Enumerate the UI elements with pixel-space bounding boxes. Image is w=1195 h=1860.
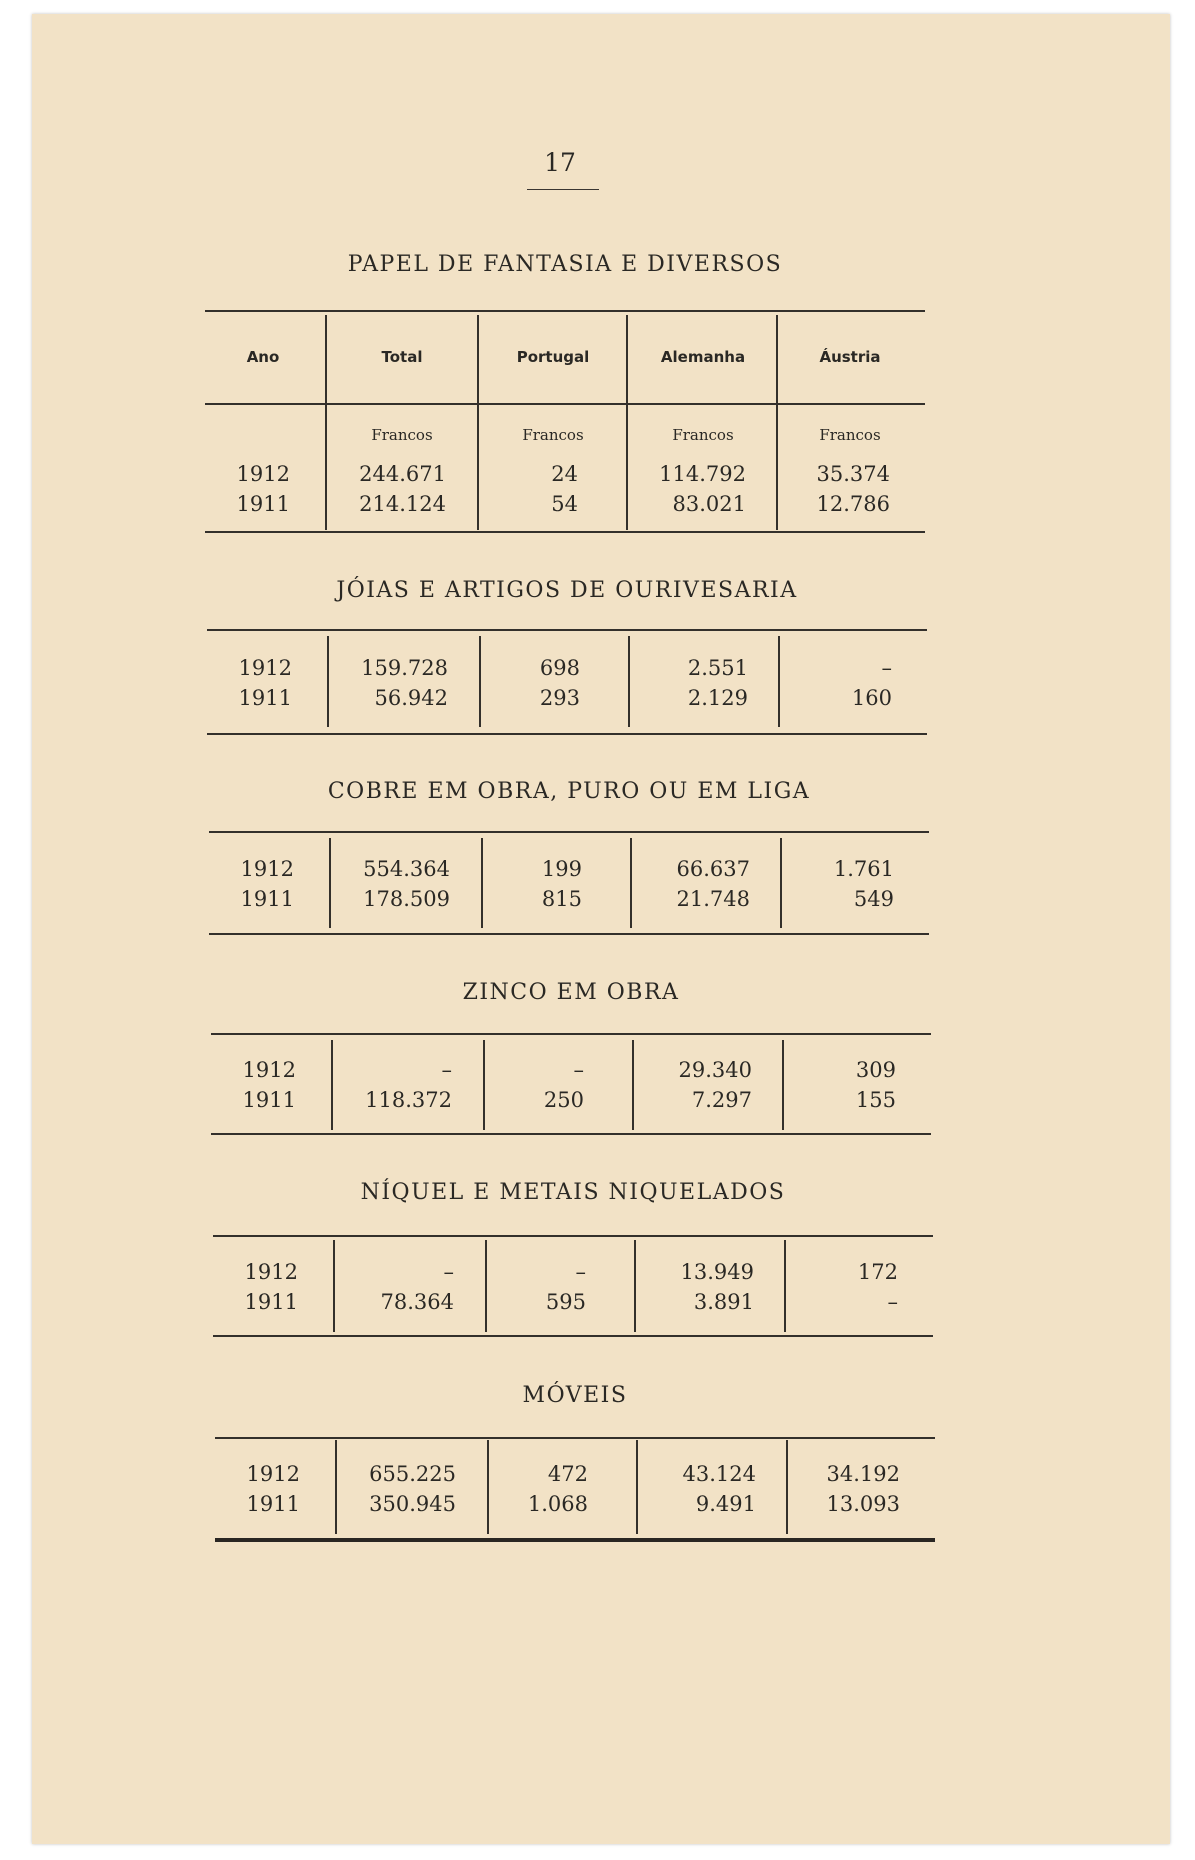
- column-header: Total: [381, 348, 423, 366]
- column-rule: [331, 1040, 333, 1130]
- value-cell: 214.124: [359, 492, 446, 516]
- column-rule: [481, 838, 483, 928]
- column-rule: [780, 838, 782, 928]
- section-title: NÍQUEL E METAIS NIQUELADOS: [360, 1180, 786, 1205]
- column-rule: [636, 1440, 638, 1534]
- value-cell: 244.671: [359, 462, 446, 486]
- column-rule: [786, 1440, 788, 1534]
- value-cell: 250: [543, 1088, 584, 1112]
- value-cell: 9.491: [695, 1492, 756, 1516]
- value-cell: 35.374: [816, 462, 890, 486]
- column-rule: [329, 838, 331, 928]
- unit-label: Francos: [819, 426, 881, 444]
- value-cell: –: [443, 1260, 454, 1284]
- column-rule: [634, 1240, 636, 1332]
- value-cell: 199: [541, 857, 582, 881]
- year-cell: 1911: [242, 1088, 296, 1112]
- value-cell: 155: [855, 1088, 896, 1112]
- column-rule: [782, 1040, 784, 1130]
- value-cell: –: [575, 1260, 586, 1284]
- value-cell: 595: [545, 1290, 586, 1314]
- column-rule: [485, 1240, 487, 1332]
- section-top-rule: [207, 629, 927, 631]
- value-cell: 2.551: [687, 656, 748, 680]
- section-top-rule: [215, 1437, 935, 1439]
- section-title: JÓIAS E ARTIGOS DE OURIVESARIA: [336, 578, 798, 603]
- year-cell: 1911: [244, 1290, 298, 1314]
- column-rule: [327, 636, 329, 727]
- value-cell: 13.949: [680, 1260, 754, 1284]
- value-cell: 1.761: [833, 857, 894, 881]
- section-bottom-rule: [211, 1133, 931, 1135]
- year-cell: 1912: [242, 1058, 296, 1082]
- value-cell: 2.129: [687, 686, 748, 710]
- value-cell: 178.509: [363, 887, 450, 911]
- value-cell: 554.364: [363, 857, 450, 881]
- column-rule: [333, 1240, 335, 1332]
- column-header: Ano: [246, 348, 280, 366]
- value-cell: 83.021: [672, 492, 746, 516]
- value-cell: 350.945: [369, 1492, 456, 1516]
- section-bottom-rule: [207, 733, 927, 735]
- unit-label: Francos: [522, 426, 584, 444]
- value-cell: 43.124: [682, 1462, 756, 1486]
- header-rule: [205, 403, 925, 405]
- value-cell: 472: [547, 1462, 588, 1486]
- section-bottom-rule: [213, 1335, 933, 1337]
- value-cell: 54: [551, 492, 578, 516]
- value-cell: 1.068: [527, 1492, 588, 1516]
- value-cell: –: [441, 1058, 452, 1082]
- value-cell: 29.340: [678, 1058, 752, 1082]
- section-title: COBRE EM OBRA, PURO OU EM LIGA: [327, 779, 811, 804]
- section-top-rule: [213, 1235, 933, 1237]
- section-bottom-rule: [209, 933, 929, 935]
- column-header: Áustria: [819, 348, 881, 366]
- year-cell: 1912: [240, 857, 294, 881]
- column-rule: [778, 636, 780, 727]
- year-cell: 1912: [238, 656, 292, 680]
- value-cell: 3.891: [693, 1290, 754, 1314]
- column-rule: [483, 1040, 485, 1130]
- column-header: Portugal: [516, 348, 590, 366]
- value-cell: 12.786: [816, 492, 890, 516]
- column-rule: [784, 1240, 786, 1332]
- value-cell: 293: [539, 686, 580, 710]
- value-cell: 160: [851, 686, 892, 710]
- unit-label: Francos: [371, 426, 433, 444]
- value-cell: 34.192: [826, 1462, 900, 1486]
- year-cell: 1911: [238, 686, 292, 710]
- value-cell: 56.942: [374, 686, 448, 710]
- year-cell: 1911: [240, 887, 294, 911]
- value-cell: 159.728: [361, 656, 448, 680]
- section-title: ZINCO EM OBRA: [462, 980, 680, 1005]
- column-rule: [632, 1040, 634, 1130]
- year-cell: 1912: [246, 1462, 300, 1486]
- section-title: PAPEL DE FANTASIA E DIVERSOS: [347, 252, 783, 277]
- value-cell: 172: [857, 1260, 898, 1284]
- section-bottom-rule: [215, 1538, 935, 1542]
- value-cell: 815: [541, 887, 582, 911]
- value-cell: 13.093: [826, 1492, 900, 1516]
- unit-label: Francos: [672, 426, 734, 444]
- column-rule: [479, 636, 481, 727]
- value-cell: 7.297: [691, 1088, 752, 1112]
- value-cell: –: [887, 1290, 898, 1314]
- section-title: MÓVEIS: [522, 1383, 628, 1408]
- value-cell: 66.637: [676, 857, 750, 881]
- value-cell: 655.225: [369, 1462, 456, 1486]
- column-rule: [487, 1440, 489, 1534]
- value-cell: 118.372: [365, 1088, 452, 1112]
- value-cell: 21.748: [676, 887, 750, 911]
- value-cell: 309: [855, 1058, 896, 1082]
- column-rule: [335, 1440, 337, 1534]
- section-top-rule: [205, 310, 925, 312]
- value-cell: –: [881, 656, 892, 680]
- year-cell: 1912: [244, 1260, 298, 1284]
- column-header: Alemanha: [660, 348, 746, 366]
- value-cell: 114.792: [659, 462, 746, 486]
- year-cell: 1911: [236, 492, 290, 516]
- section-top-rule: [211, 1033, 931, 1035]
- page-number-rule: [527, 189, 599, 190]
- value-cell: 24: [551, 462, 578, 486]
- value-cell: 549: [853, 887, 894, 911]
- column-rule: [630, 838, 632, 928]
- year-cell: 1911: [246, 1492, 300, 1516]
- section-bottom-rule: [205, 531, 925, 533]
- value-cell: 698: [539, 656, 580, 680]
- section-top-rule: [209, 831, 929, 833]
- year-cell: 1912: [236, 462, 290, 486]
- value-cell: 78.364: [380, 1290, 454, 1314]
- column-rule: [628, 636, 630, 727]
- document-page: [32, 14, 1170, 1844]
- page-number: 17: [544, 148, 576, 177]
- value-cell: –: [573, 1058, 584, 1082]
